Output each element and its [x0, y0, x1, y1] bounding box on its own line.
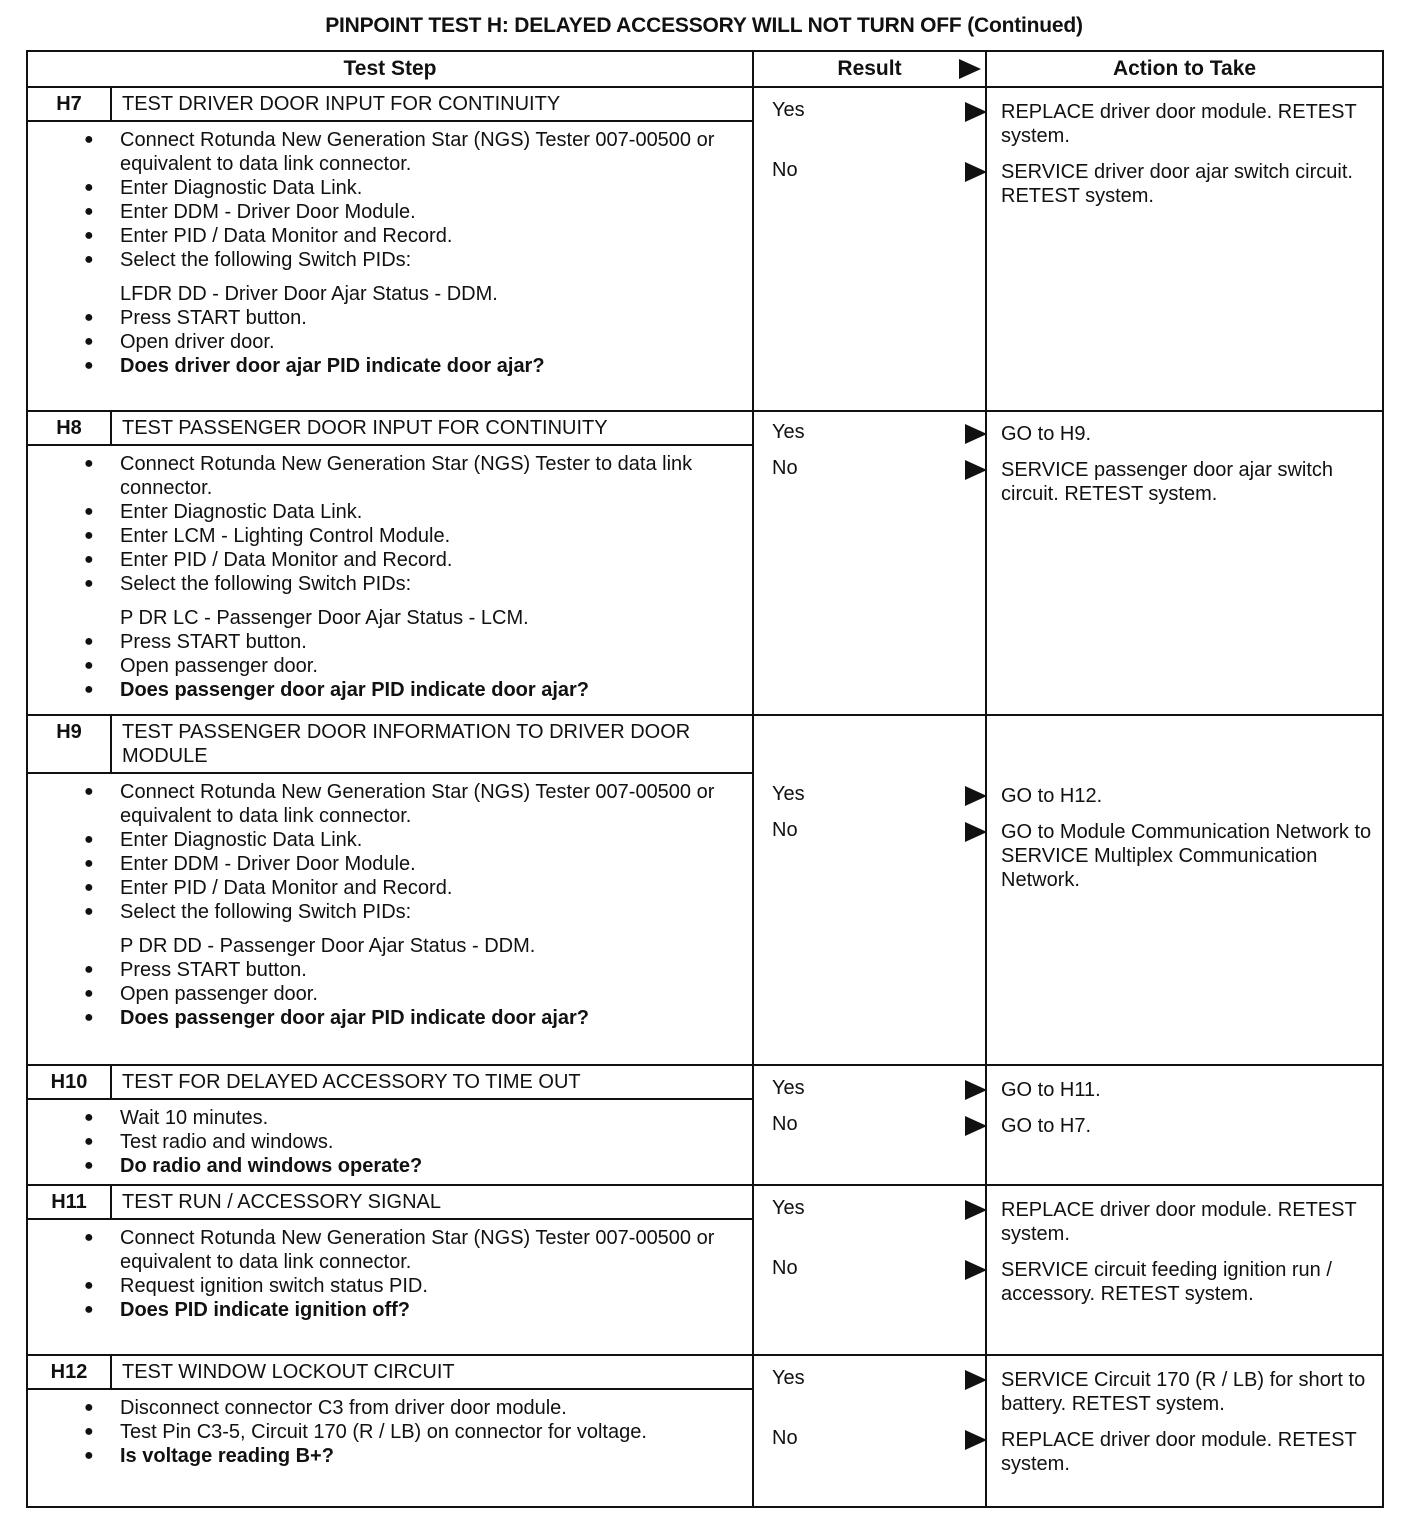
test-step-cell [27, 1355, 753, 1507]
instruction-item: ● Enter PID / Data Monitor and Record. [120, 224, 742, 248]
arrow-icon [965, 102, 987, 122]
action-cell [986, 1185, 1383, 1355]
result-yes [764, 782, 985, 806]
instruction-item: ● Wait 10 minutes. [120, 1106, 742, 1130]
result-yes [764, 98, 985, 122]
table-row [27, 1355, 1383, 1507]
step-instructions [28, 1220, 752, 1328]
instruction-item: ● Connect Rotunda New Generation Star (NGS) Tester 007-00500 or equivalent to data link connector. [120, 780, 742, 828]
step-instructions [28, 774, 752, 1036]
table-row [27, 1185, 1383, 1355]
instruction-item: ● Disconnect connector C3 from driver door module. [120, 1396, 742, 1420]
pid-line: P DR LC - Passenger Door Ajar Status - LCM. [120, 607, 529, 629]
action-text: REPLACE driver door module. RETEST system. [1001, 1429, 1357, 1475]
test-step-cell [27, 411, 753, 715]
result-label: No [772, 1257, 798, 1279]
header-result: Result [753, 51, 986, 87]
test-step-cell [27, 1065, 753, 1185]
pid-line: LFDR DD - Driver Door Ajar Status - DDM. [120, 283, 498, 305]
step-id: H8 [28, 412, 112, 444]
arrow-icon [965, 786, 987, 806]
action-text: SERVICE Circuit 170 (R / LB) for short to battery. RETEST system. [1001, 1369, 1366, 1415]
result-label: No [772, 457, 798, 479]
step-name: TEST RUN / ACCESSORY SIGNAL [122, 1191, 441, 1213]
action-text: GO to H11. [1001, 1079, 1101, 1101]
instruction-item: ● Enter Diagnostic Data Link. [120, 176, 742, 200]
action-cell [986, 1355, 1383, 1507]
action-cell [986, 1065, 1383, 1185]
step-header [28, 1186, 752, 1220]
instruction-item: ● Press START button. [120, 958, 742, 982]
step-question: ● Do radio and windows operate? [120, 1154, 742, 1178]
action-cell [986, 411, 1383, 715]
arrow-icon [965, 162, 987, 182]
result-yes [764, 1076, 985, 1100]
result-no [764, 1112, 985, 1136]
arrow-icon [965, 424, 987, 444]
result-no [764, 818, 985, 842]
instruction-item: ● Select the following Switch PIDs: [120, 572, 742, 596]
pid-line: P DR DD - Passenger Door Ajar Status - DDM. [120, 935, 536, 957]
page-title: PINPOINT TEST H: DELAYED ACCESSORY WILL NOT TURN OFF (Continued) [325, 14, 1083, 37]
result-no [764, 1256, 985, 1280]
instruction-item: ● Test Pin C3-5, Circuit 170 (R / LB) on connector for voltage. [120, 1420, 742, 1444]
instruction-item: ● Select the following Switch PIDs: [120, 248, 742, 272]
header-test-step: Test Step [27, 51, 753, 87]
result-yes [764, 1366, 985, 1390]
arrow-icon [959, 59, 981, 79]
instruction-item: ● Select the following Switch PIDs: [120, 900, 742, 924]
result-label: Yes [772, 99, 805, 121]
step-question: ● Does driver door ajar PID indicate door ajar? [120, 354, 742, 378]
result-yes [764, 1196, 985, 1220]
step-name: TEST PASSENGER DOOR INPUT FOR CONTINUITY [122, 417, 608, 439]
pinpoint-test-table [26, 50, 1384, 1508]
step-header [28, 412, 752, 446]
action-text: SERVICE driver door ajar switch circuit. RETEST system. [1001, 161, 1353, 207]
arrow-icon [965, 1370, 987, 1390]
step-name: TEST DRIVER DOOR INPUT FOR CONTINUITY [122, 93, 561, 115]
step-instructions [28, 1100, 752, 1184]
result-label: Yes [772, 421, 805, 443]
table-row [27, 87, 1383, 411]
result-no [764, 1426, 985, 1450]
action-text: GO to H9. [1001, 423, 1092, 445]
result-label: Yes [772, 1077, 805, 1099]
action-cell [986, 715, 1383, 1065]
result-cell [753, 715, 986, 1065]
table-row [27, 1065, 1383, 1185]
instruction-item: ● Enter PID / Data Monitor and Record. [120, 548, 742, 572]
result-yes [764, 420, 985, 444]
instruction-item: ● Open passenger door. [120, 982, 742, 1006]
header-action: Action to Take [986, 51, 1383, 87]
result-cell [753, 1065, 986, 1185]
arrow-icon [965, 1116, 987, 1136]
step-id: H7 [28, 88, 112, 120]
action-text: REPLACE driver door module. RETEST system. [1001, 1199, 1357, 1245]
step-name: TEST FOR DELAYED ACCESSORY TO TIME OUT [122, 1071, 581, 1093]
table-header-row [27, 51, 1383, 87]
result-label: Yes [772, 1197, 805, 1219]
instruction-item: ● Connect Rotunda New Generation Star (NGS) Tester 007-00500 or equivalent to data link connector. [120, 1226, 742, 1274]
action-text: GO to H7. [1001, 1115, 1092, 1137]
arrow-icon [965, 1260, 987, 1280]
result-label: No [772, 159, 798, 181]
result-label: Yes [772, 783, 805, 805]
instruction-item: ● Connect Rotunda New Generation Star (NGS) Tester to data link connector. [120, 452, 742, 500]
instruction-item: ● Test radio and windows. [120, 1130, 742, 1154]
arrow-icon [965, 1430, 987, 1450]
step-id: H9 [28, 716, 112, 772]
instruction-item: ● Press START button. [120, 630, 742, 654]
step-instructions [28, 446, 752, 708]
step-header [28, 88, 752, 122]
step-question: ● Is voltage reading B+? [120, 1444, 742, 1468]
instruction-item: ● Enter Diagnostic Data Link. [120, 500, 742, 524]
step-instructions [28, 122, 752, 384]
instruction-item: ● Enter DDM - Driver Door Module. [120, 200, 742, 224]
step-name: TEST PASSENGER DOOR INFORMATION TO DRIVER DOOR MODULE [122, 721, 691, 767]
instruction-item: ● Connect Rotunda New Generation Star (NGS) Tester 007-00500 or equivalent to data link connector. [120, 128, 742, 176]
instruction-item: ● Enter Diagnostic Data Link. [120, 828, 742, 852]
action-text: SERVICE passenger door ajar switch circuit. RETEST system. [1001, 459, 1334, 505]
arrow-icon [965, 1200, 987, 1220]
step-instructions [28, 1390, 752, 1474]
result-label: No [772, 1427, 798, 1449]
result-no [764, 456, 985, 480]
step-question: ● Does passenger door ajar PID indicate door ajar? [120, 1006, 742, 1030]
result-cell [753, 411, 986, 715]
step-header [28, 1356, 752, 1390]
instruction-item: ● Enter LCM - Lighting Control Module. [120, 524, 742, 548]
step-id: H12 [28, 1356, 112, 1388]
test-step-cell [27, 1185, 753, 1355]
action-text: SERVICE circuit feeding ignition run / accessory. RETEST system. [1001, 1259, 1332, 1305]
result-label: No [772, 1113, 798, 1135]
instruction-item: ● Request ignition switch status PID. [120, 1274, 742, 1298]
result-cell [753, 87, 986, 411]
instruction-item: ● Open passenger door. [120, 654, 742, 678]
test-step-cell [27, 87, 753, 411]
table-row [27, 411, 1383, 715]
instruction-item: ● Open driver door. [120, 330, 742, 354]
result-no [764, 158, 985, 182]
step-name: TEST WINDOW LOCKOUT CIRCUIT [122, 1361, 455, 1383]
arrow-icon [965, 1080, 987, 1100]
test-step-cell [27, 715, 753, 1065]
action-text: GO to Module Communication Network to SERVICE Multiplex Communication Network. [1001, 821, 1372, 891]
step-header [28, 1066, 752, 1100]
result-label: Yes [772, 1367, 805, 1389]
step-question: ● Does PID indicate ignition off? [120, 1298, 742, 1322]
step-question: ● Does passenger door ajar PID indicate door ajar? [120, 678, 742, 702]
instruction-item: ● Press START button. [120, 306, 742, 330]
step-id: H11 [28, 1186, 112, 1218]
step-id: H10 [28, 1066, 112, 1098]
result-cell [753, 1355, 986, 1507]
step-header [28, 716, 752, 774]
arrow-icon [965, 822, 987, 842]
action-text: REPLACE driver door module. RETEST system. [1001, 101, 1357, 147]
action-text: GO to H12. [1001, 785, 1103, 807]
result-label: No [772, 819, 798, 841]
result-cell [753, 1185, 986, 1355]
table-row [27, 715, 1383, 1065]
instruction-item: ● Enter PID / Data Monitor and Record. [120, 876, 742, 900]
arrow-icon [965, 460, 987, 480]
action-cell [986, 87, 1383, 411]
instruction-item: ● Enter DDM - Driver Door Module. [120, 852, 742, 876]
